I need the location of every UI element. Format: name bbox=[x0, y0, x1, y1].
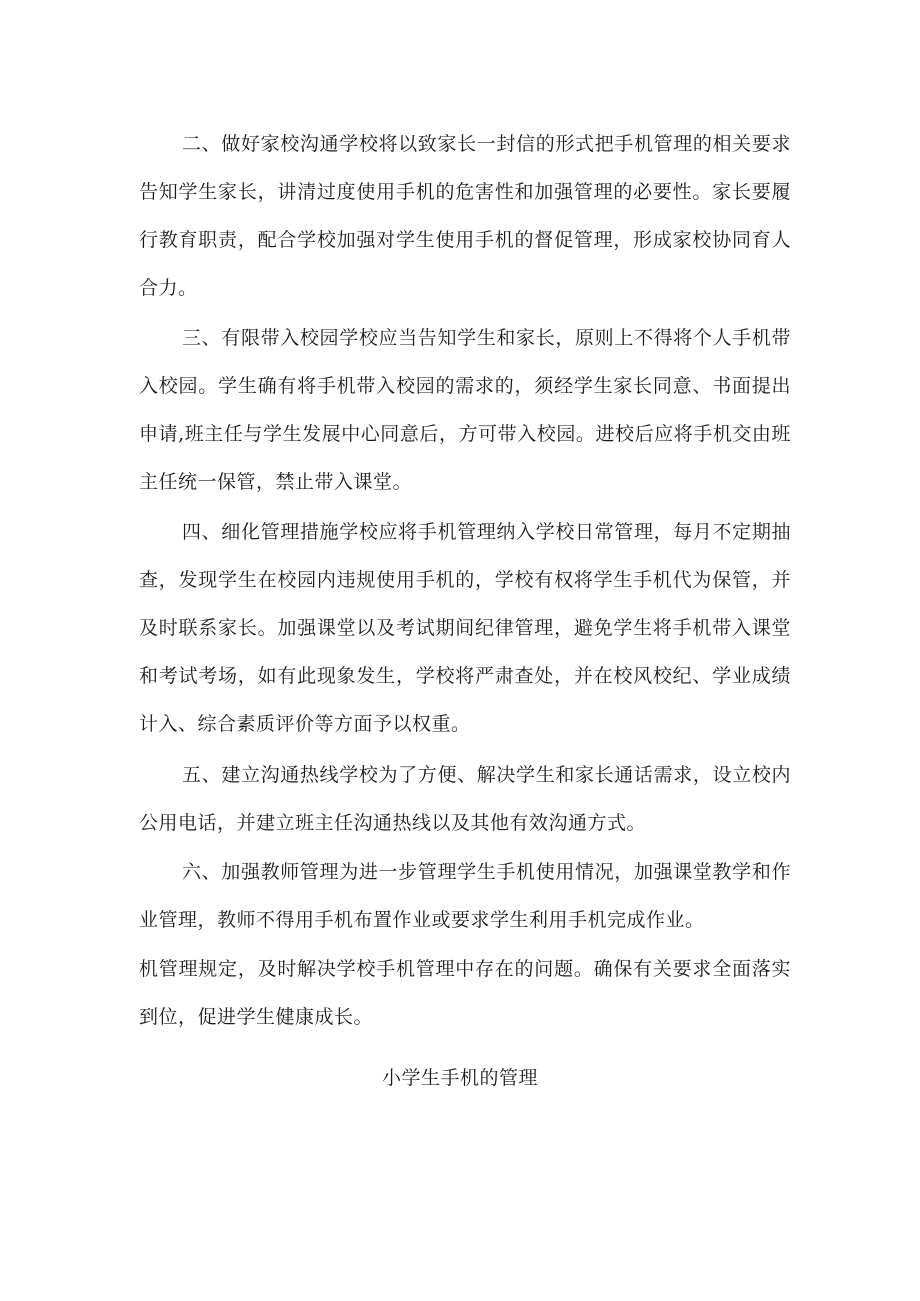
document-title: 小学生手机的管理 bbox=[381, 1067, 538, 1089]
paragraph-limited-campus-entry: 三、有限带入校园学校应当告知学生和家长，原则上不得将个人手机带入校园。学生确有将手机带入校园的需求的，须经学生家长同意、书面提出申请,班主任与学生发展中心同意后，方可带入校园。进校后应将手机交由班主任统一保管，禁止带入课堂。 bbox=[139, 327, 791, 493]
paragraph-teacher-management: 六、加强教师管理为进一步管理学生手机使用情况，加强课堂教学和作业管理，教师不得用手机布置作业或要求学生利用手机完成作业。 bbox=[139, 861, 791, 931]
paragraph-home-school-communication: 二、做好家校沟通学校将以致家长一封信的形式把手机管理的相关要求告知学生家长，讲清过度使用手机的危害性和加强管理的必要性。家长要履行教育职责，配合学校加强对学生使用手机的督促管理，形成家校协同育人合力。 bbox=[139, 133, 791, 299]
paragraph-communication-hotline: 五、建立沟通热线学校为了方便、解决学生和家长通话需求，设立校内公用电话，并建立班主任沟通热线以及其他有效沟通方式。 bbox=[139, 764, 791, 834]
paragraph-management-measures: 四、细化管理措施学校应将手机管理纳入学校日常管理，每月不定期抽查，发现学生在校园内违规使用手机的，学校有权将学生手机代为保管，并及时联系家长。加强课堂以及考试期间纪律管理，避免学生将手机带入课堂和考试考场，如有此现象发生，学校将严肃查处，并在校风校纪、学业成绩计入、综合素质评价等方面予以权重。 bbox=[139, 521, 791, 735]
paragraph-continuation: 机管理规定，及时解决学校手机管理中存在的问题。确保有关要求全面落实到位，促进学生健康成长。 bbox=[139, 958, 791, 1028]
